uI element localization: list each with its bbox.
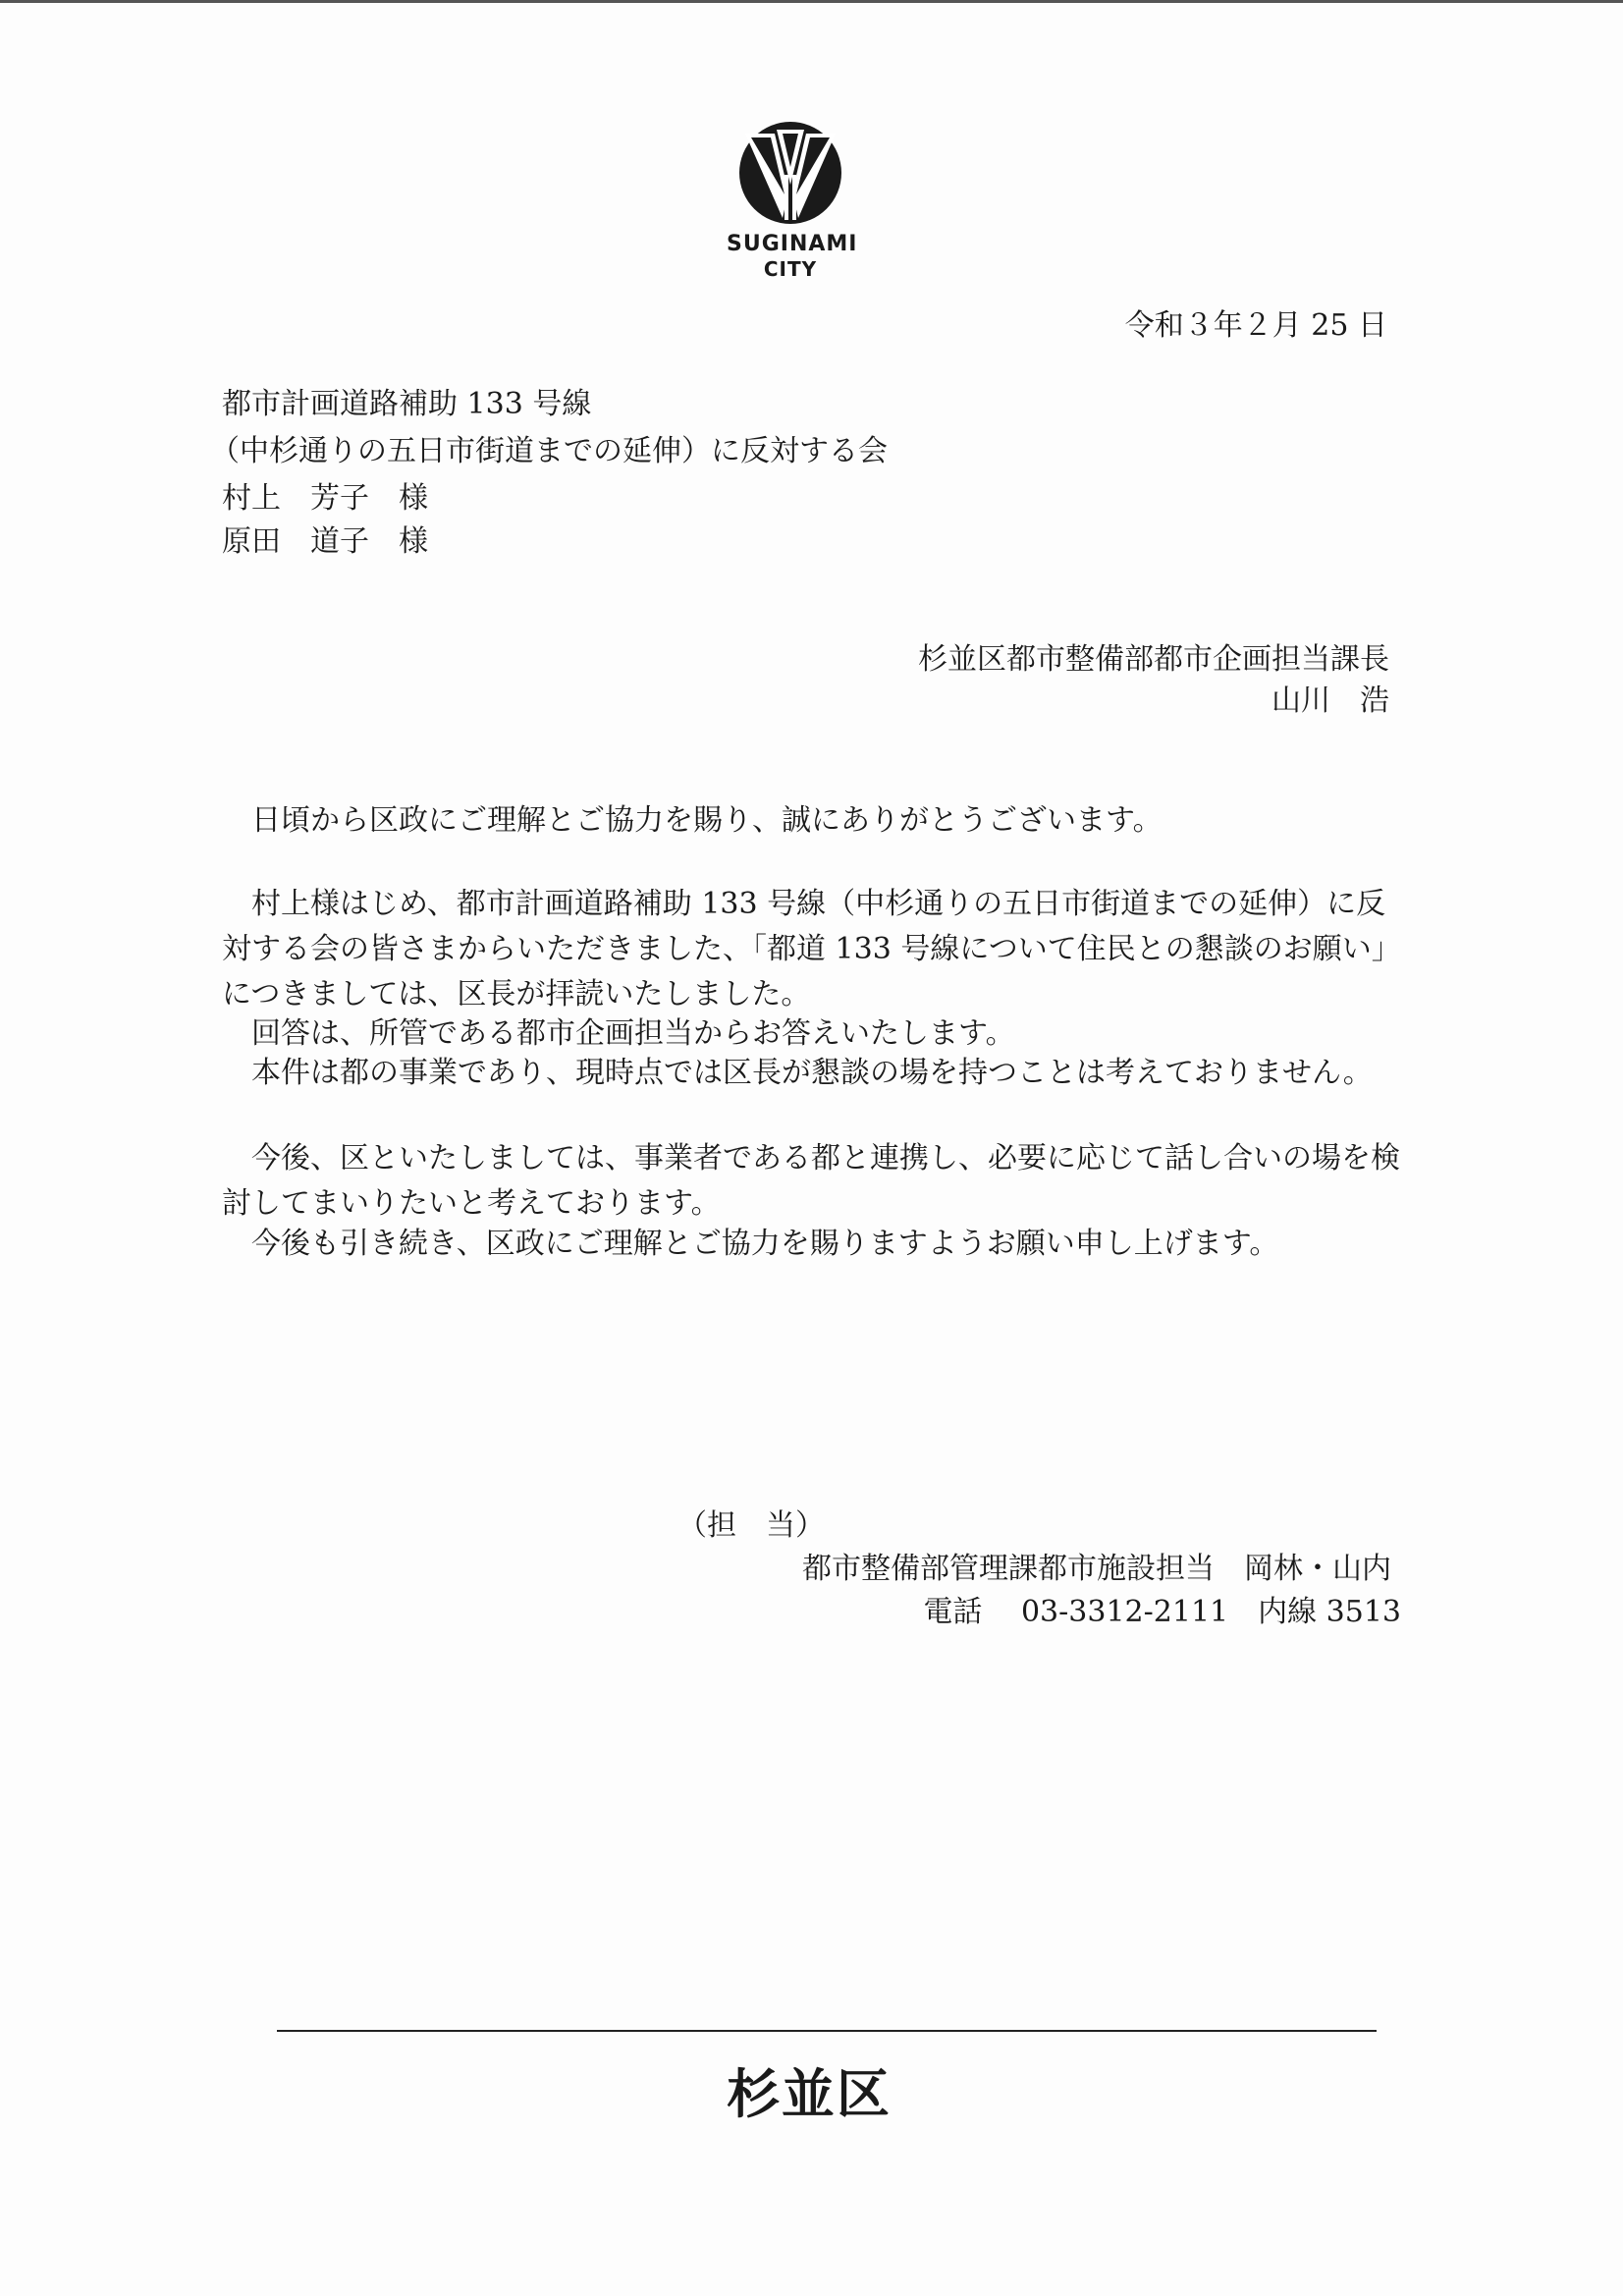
- sender-title: 杉並区都市整備部都市企画担当課長: [918, 642, 1389, 677]
- body-paragraph-1: [222, 798, 1400, 844]
- addressee-line-2: （中杉通りの五日市街道までの延伸）に反対する会: [210, 434, 888, 468]
- body-text-5: 今後、区といたしましては、事業者である都と連携し、必要に応じて話し合いの場を検討してまいりたいと考えております。: [222, 1141, 1400, 1221]
- scan-top-edge: [0, 0, 1623, 3]
- contact-department: 都市整備部管理課都市施設担当 岡林・山内: [802, 1552, 1391, 1586]
- body-paragraph-5: [222, 1136, 1400, 1227]
- footer-divider: [277, 2030, 1377, 2032]
- body-paragraph-4: [222, 1051, 1400, 1096]
- body-text-6: 今後も引き続き、区政にご理解とご協力を賜りますようお願い申し上げます。: [251, 1227, 1279, 1261]
- footer-ward-name: 杉並区: [727, 2063, 892, 2125]
- body-text-2: 村上様はじめ、都市計画道路補助 133 号線（中杉通りの五日市街道までの延伸）に反対する会の皆さまからいただきました、「都道 133 号線について住民との懇談のお願い」につきましては、区長が拝読いたしました。: [222, 887, 1386, 1011]
- logo-text-suginami: SUGINAMI: [727, 232, 858, 256]
- contact-heading: （担 当）: [677, 1508, 825, 1543]
- suginami-emblem-icon: [731, 116, 849, 226]
- body-text-4: 本件は都の事業であり、現時点では区長が懇談の場を持つことは考えておりません。: [251, 1056, 1373, 1090]
- logo-text-city: CITY: [763, 257, 818, 281]
- letter-date: 令和３年２月 25 日: [1124, 308, 1387, 343]
- suginami-city-logo: [727, 116, 858, 293]
- addressee-line-1: 都市計画道路補助 133 号線: [222, 387, 592, 421]
- addressee-name-2: 原田 道子 様: [222, 524, 428, 559]
- body-paragraph-2: [222, 882, 1400, 1017]
- body-text-3: 回答は、所管である都市企画担当からお答えいたします。: [251, 1016, 1015, 1051]
- body-paragraph-6: [222, 1222, 1400, 1267]
- contact-phone: 電話 03-3312-2111 内線 3513: [923, 1595, 1401, 1629]
- addressee-name-1: 村上 芳子 様: [222, 481, 428, 516]
- sender-name: 山川 浩: [1271, 683, 1389, 718]
- body-text-1: 日頃から区政にご理解とご協力を賜り、誠にありがとうございます。: [251, 803, 1163, 838]
